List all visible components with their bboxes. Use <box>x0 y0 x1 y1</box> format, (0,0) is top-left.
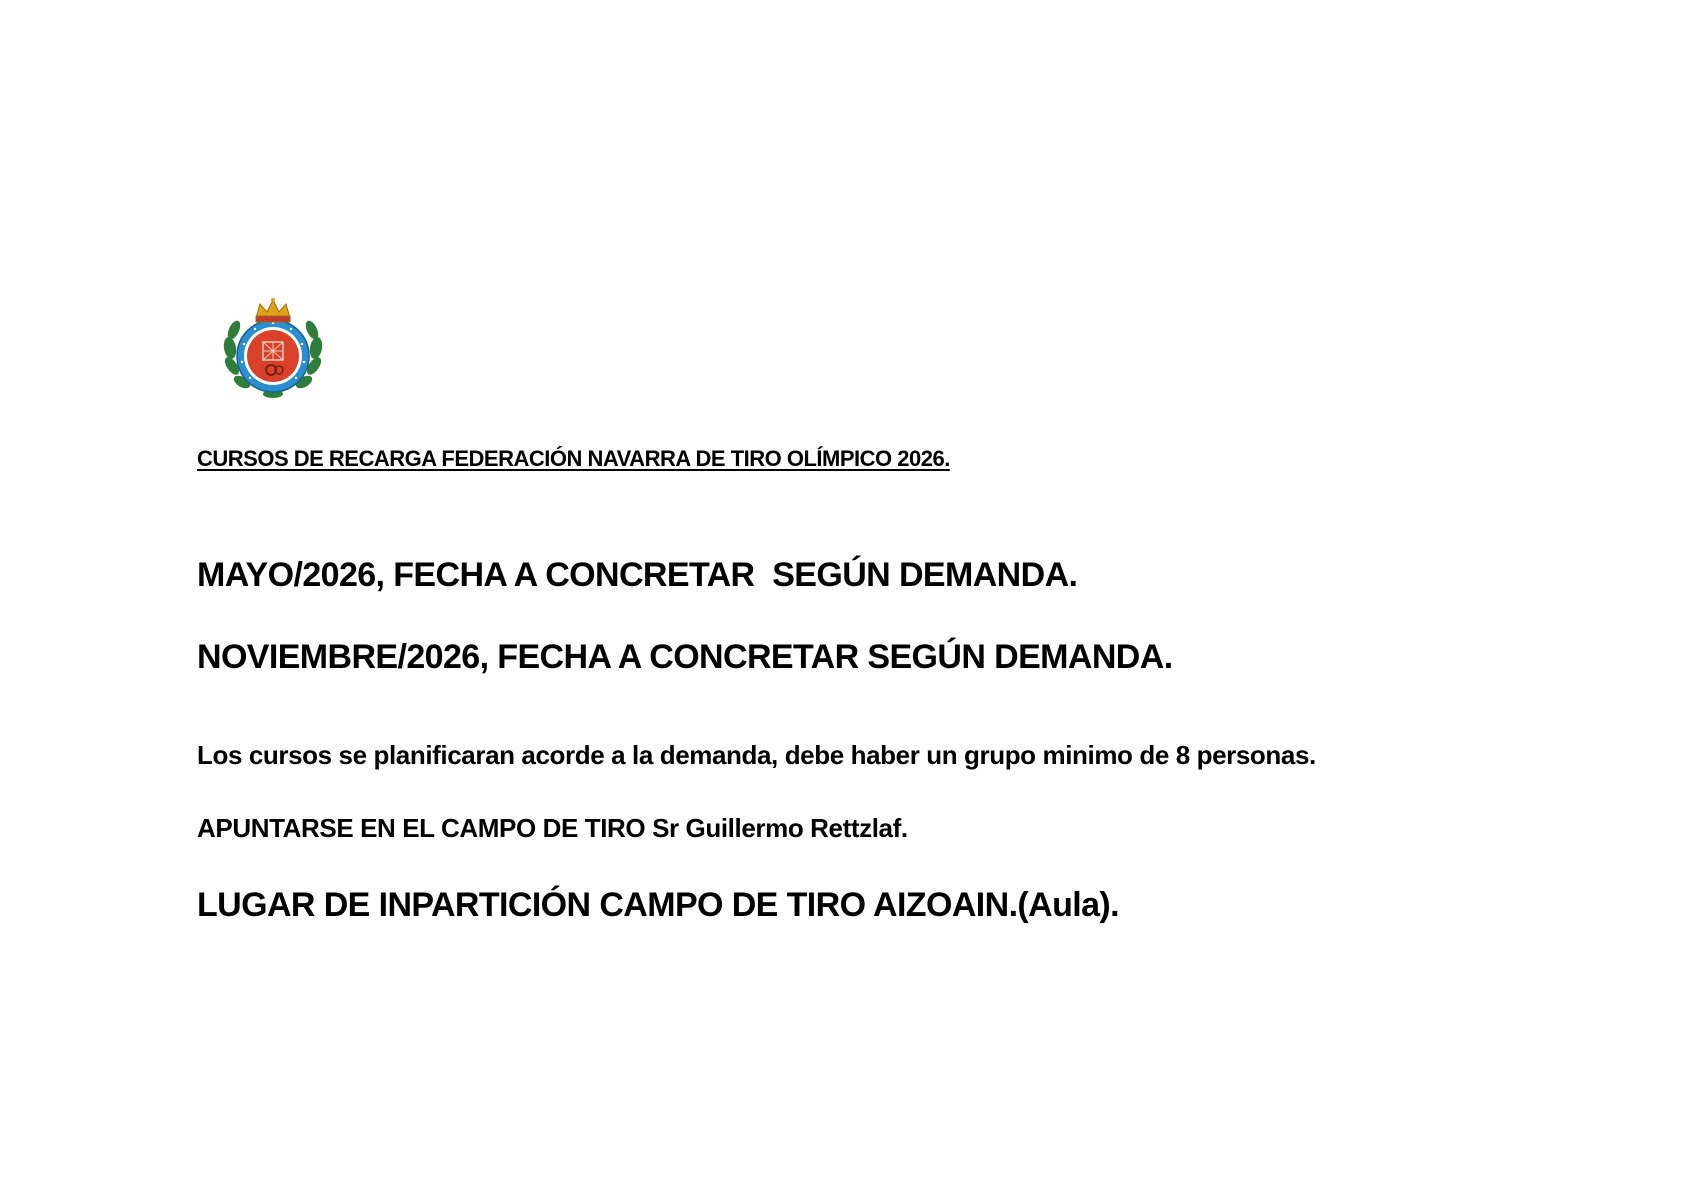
course-location: LUGAR DE INPARTICIÓN CAMPO DE TIRO AIZOAIN.(Aula). <box>197 886 1119 924</box>
minimum-group-note: Los cursos se planificaran acorde a la demanda, debe haber un grupo minimo de 8 personas. <box>197 740 1316 770</box>
date-line-may: MAYO/2026, FECHA A CONCRETAR SEGÚN DEMANDA. <box>197 556 1078 594</box>
document-title: CURSOS DE RECARGA FEDERACIÓN NAVARRA DE TIRO OLÍMPICO 2026. <box>197 446 950 471</box>
federation-crest-icon <box>218 296 328 404</box>
date-line-november: NOVIEMBRE/2026, FECHA A CONCRETAR SEGÚN DEMANDA. <box>197 638 1173 676</box>
signup-instruction: APUNTARSE EN EL CAMPO DE TIRO Sr Guillermo Rettzlaf. <box>197 813 908 843</box>
